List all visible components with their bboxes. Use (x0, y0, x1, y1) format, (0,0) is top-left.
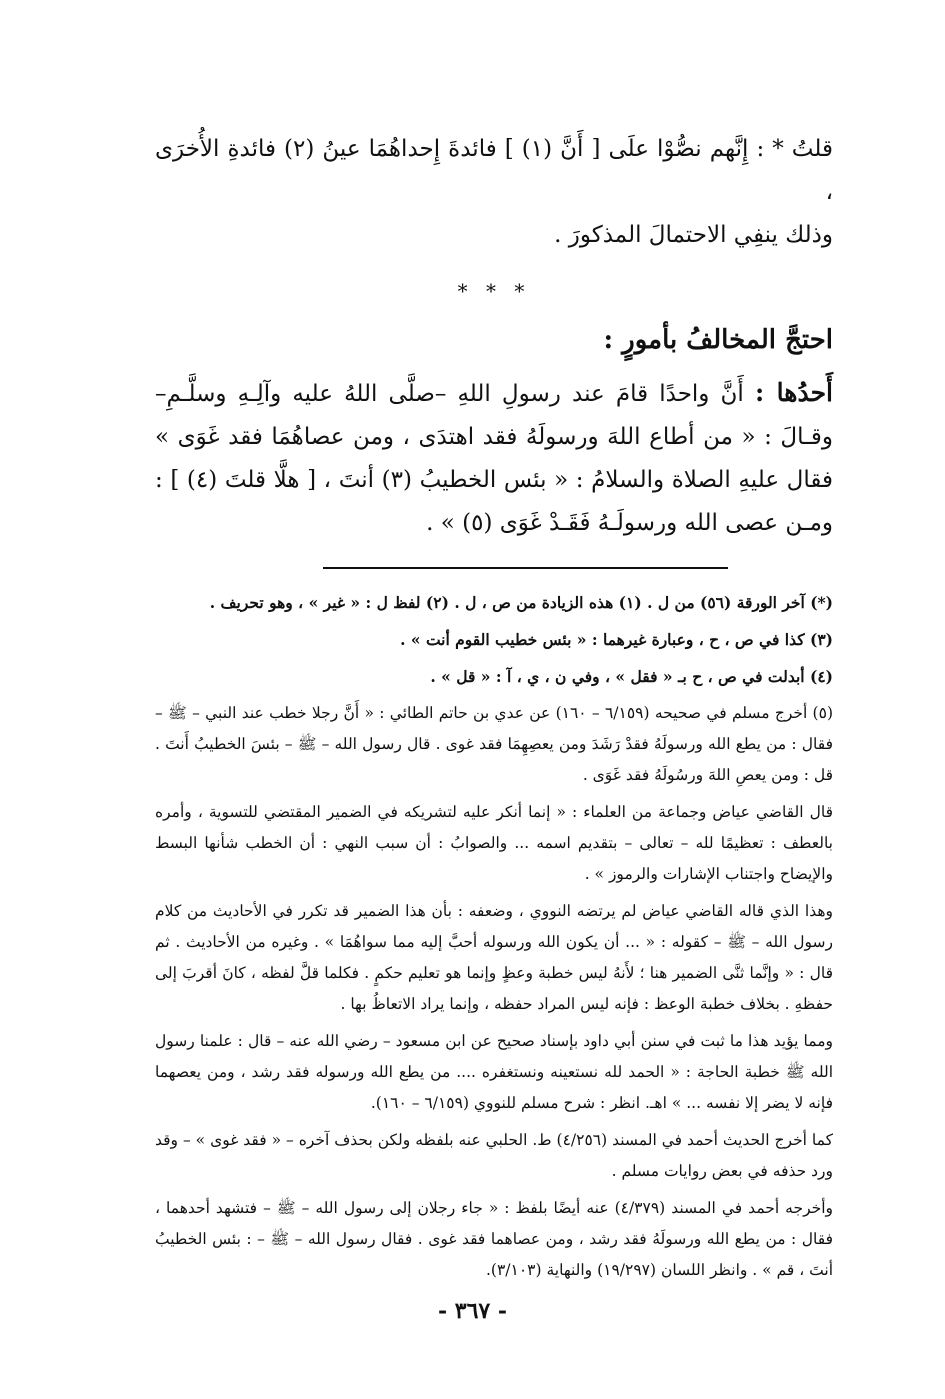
footnote-5-ahmad-1: كما أخرج الحديث أحمد في المسند (٤/٢٥٦) ط. الحلبي عنه بلفظه ولكن بحذف آخره – « فقد غوى » – وقد ورد حذفه في بعض روايات مسلم . (155, 1131, 833, 1180)
footnote-5-nawawi: وهذا الذي قاله القاضي عياض لم يرتضه النووي ، وضعفه : بأن هذا الضمير قد تكرر في الأحاديث من كلام رسول الله – ﷺ – كقوله : « ... أن يكون الله ورسوله أحبَّ إليه مما سواهُمَا » . وغيره من الأحاديث . ثم قال : « وإنَّما ثنَّى الضمير هنا ؛ لأَنهُ ليس خطبة وعظٍ وإنما هو تعليم حكمٍ . فكلما قلَّ لفظه ، كانَ أقربَ إلى حفظهِ . بخلاف خطبة الوعظ : فإنه ليس المراد حفظه ، وإنما يراد الاتعاظُ بها . (155, 902, 833, 1013)
main-paragraph-1 (155, 128, 833, 257)
footnote-3: (٣) كذا في ص ، ح ، وعبارة غيرهما : « بئس خطيب القوم أنت » . (400, 630, 833, 649)
first-argument-text: أَنَّ واحدًا قامَ عند رسولِ اللهِ –صلَّى اللهُ عليه وآلِـهِ وسلَّـمِ– وقـالَ : « من أطاع اللهَ ورسولَهُ فقد اهتدَى ، ومن عصاهُمَا فقد غَوَى » فقال عليهِ الصلاة والسلامُ : « بئس الخطيبُ (٣) أنتَ ، [ هلَّا قلتَ (٤) ] : ومـن عصى الله ورسولَـهُ فَقَـدْ غَوَى (٥) » . (155, 381, 833, 536)
main-line-1: قلتُ * : إِنَّهم نصُّوْا علَى [ أَنَّ (١) ] فائدةَ إِحداهُمَا عينُ (٢) فائدةِ الأُخرَى ، (155, 136, 833, 205)
footnote-separator-rule (323, 567, 728, 569)
page-number: - ٣٦٧ - (437, 1298, 508, 1324)
footnote-5-ahmad-2: وأخرجه أحمد في المسند (٤/٣٧٩) عنه أيضًا بلفظ : « جاء رجلان إلى رسول الله – ﷺ – فتشهد أحدهما ، فقال : من يطع الله ورسولَهُ فقد رشد ، ومن عصاهما فقد غوى . فقال رسول الله – ﷺ – : بئس الخطيبُ أنتَ ، قم » . وانظر اللسان (١٩/٢٩٧) والنهاية (٣/١٠٣). (155, 1199, 833, 1279)
section-separator: * * * (457, 279, 531, 303)
first-argument-label: أَحدُها : (754, 378, 833, 407)
section-heading: احتجَّ المخالفُ بأمورٍ : (603, 325, 833, 355)
footnote-5: (٥) أخرج مسلم في صحيحه (٦/١٥٩ – ١٦٠) عن عدي بن حاتم الطائي : « أَنَّ رجلا خطب عند النبي – ﷺ – فقال : من يطع الله ورسولَهُ فقدْ رَشَدَ ومن يعصِهِمَا فقد غوى . قال رسول الله – ﷺ – بئسَ الخطيبُ أَنتَ . قل : ومن يعصِ اللهَ ورسُولَهُ فقد غَوَى . (155, 704, 833, 784)
footnote-5-iyad: قال القاضي عياض وجماعة من العلماء : « إنما أنكر عليه لتشريكه في الضمير المقتضي للتسوية ، وأمره بالعطف : تعظيمًا لله – تعالى – بتقديم اسمه ... والصوابُ : أن سبب النهي : أن الخطب شأنها البسط والإيضاح واجتناب الإشارات والرموز » . (155, 803, 833, 883)
main-line-2: وذلك ينفِي الاحتمالَ المذكورَ . (554, 222, 833, 248)
main-paragraph-2 (155, 371, 833, 545)
footnote-4: (٤) أبدلت في ص ، ح بـ « فقل » ، وفي ن ، ي ، آ : « قل » . (430, 667, 833, 686)
footnote-star-1-2: (*) آخر الورقة (٥٦) من ل . (١) هذه الزيادة من ص ، ل . (٢) لفظ ل : « غير » ، وهو تحريف . (209, 593, 833, 612)
footnote-5-ibn-masud: ومما يؤيد هذا ما ثبت في سنن أبي داود بإسناد صحيح عن ابن مسعود – رضي الله عنه – قال : علمنا رسول الله ﷺ خطبة الحاجة : « الحمد لله نستعينه ونستغفره .... من يطع الله ورسوله فقد رشد ، ومن يعصهما فإنه لا يضر إلا نفسه ... » اهـ. انظر : شرح مسلم للنووي (٦/١٥٩ – ١٦٠). (155, 1032, 833, 1112)
